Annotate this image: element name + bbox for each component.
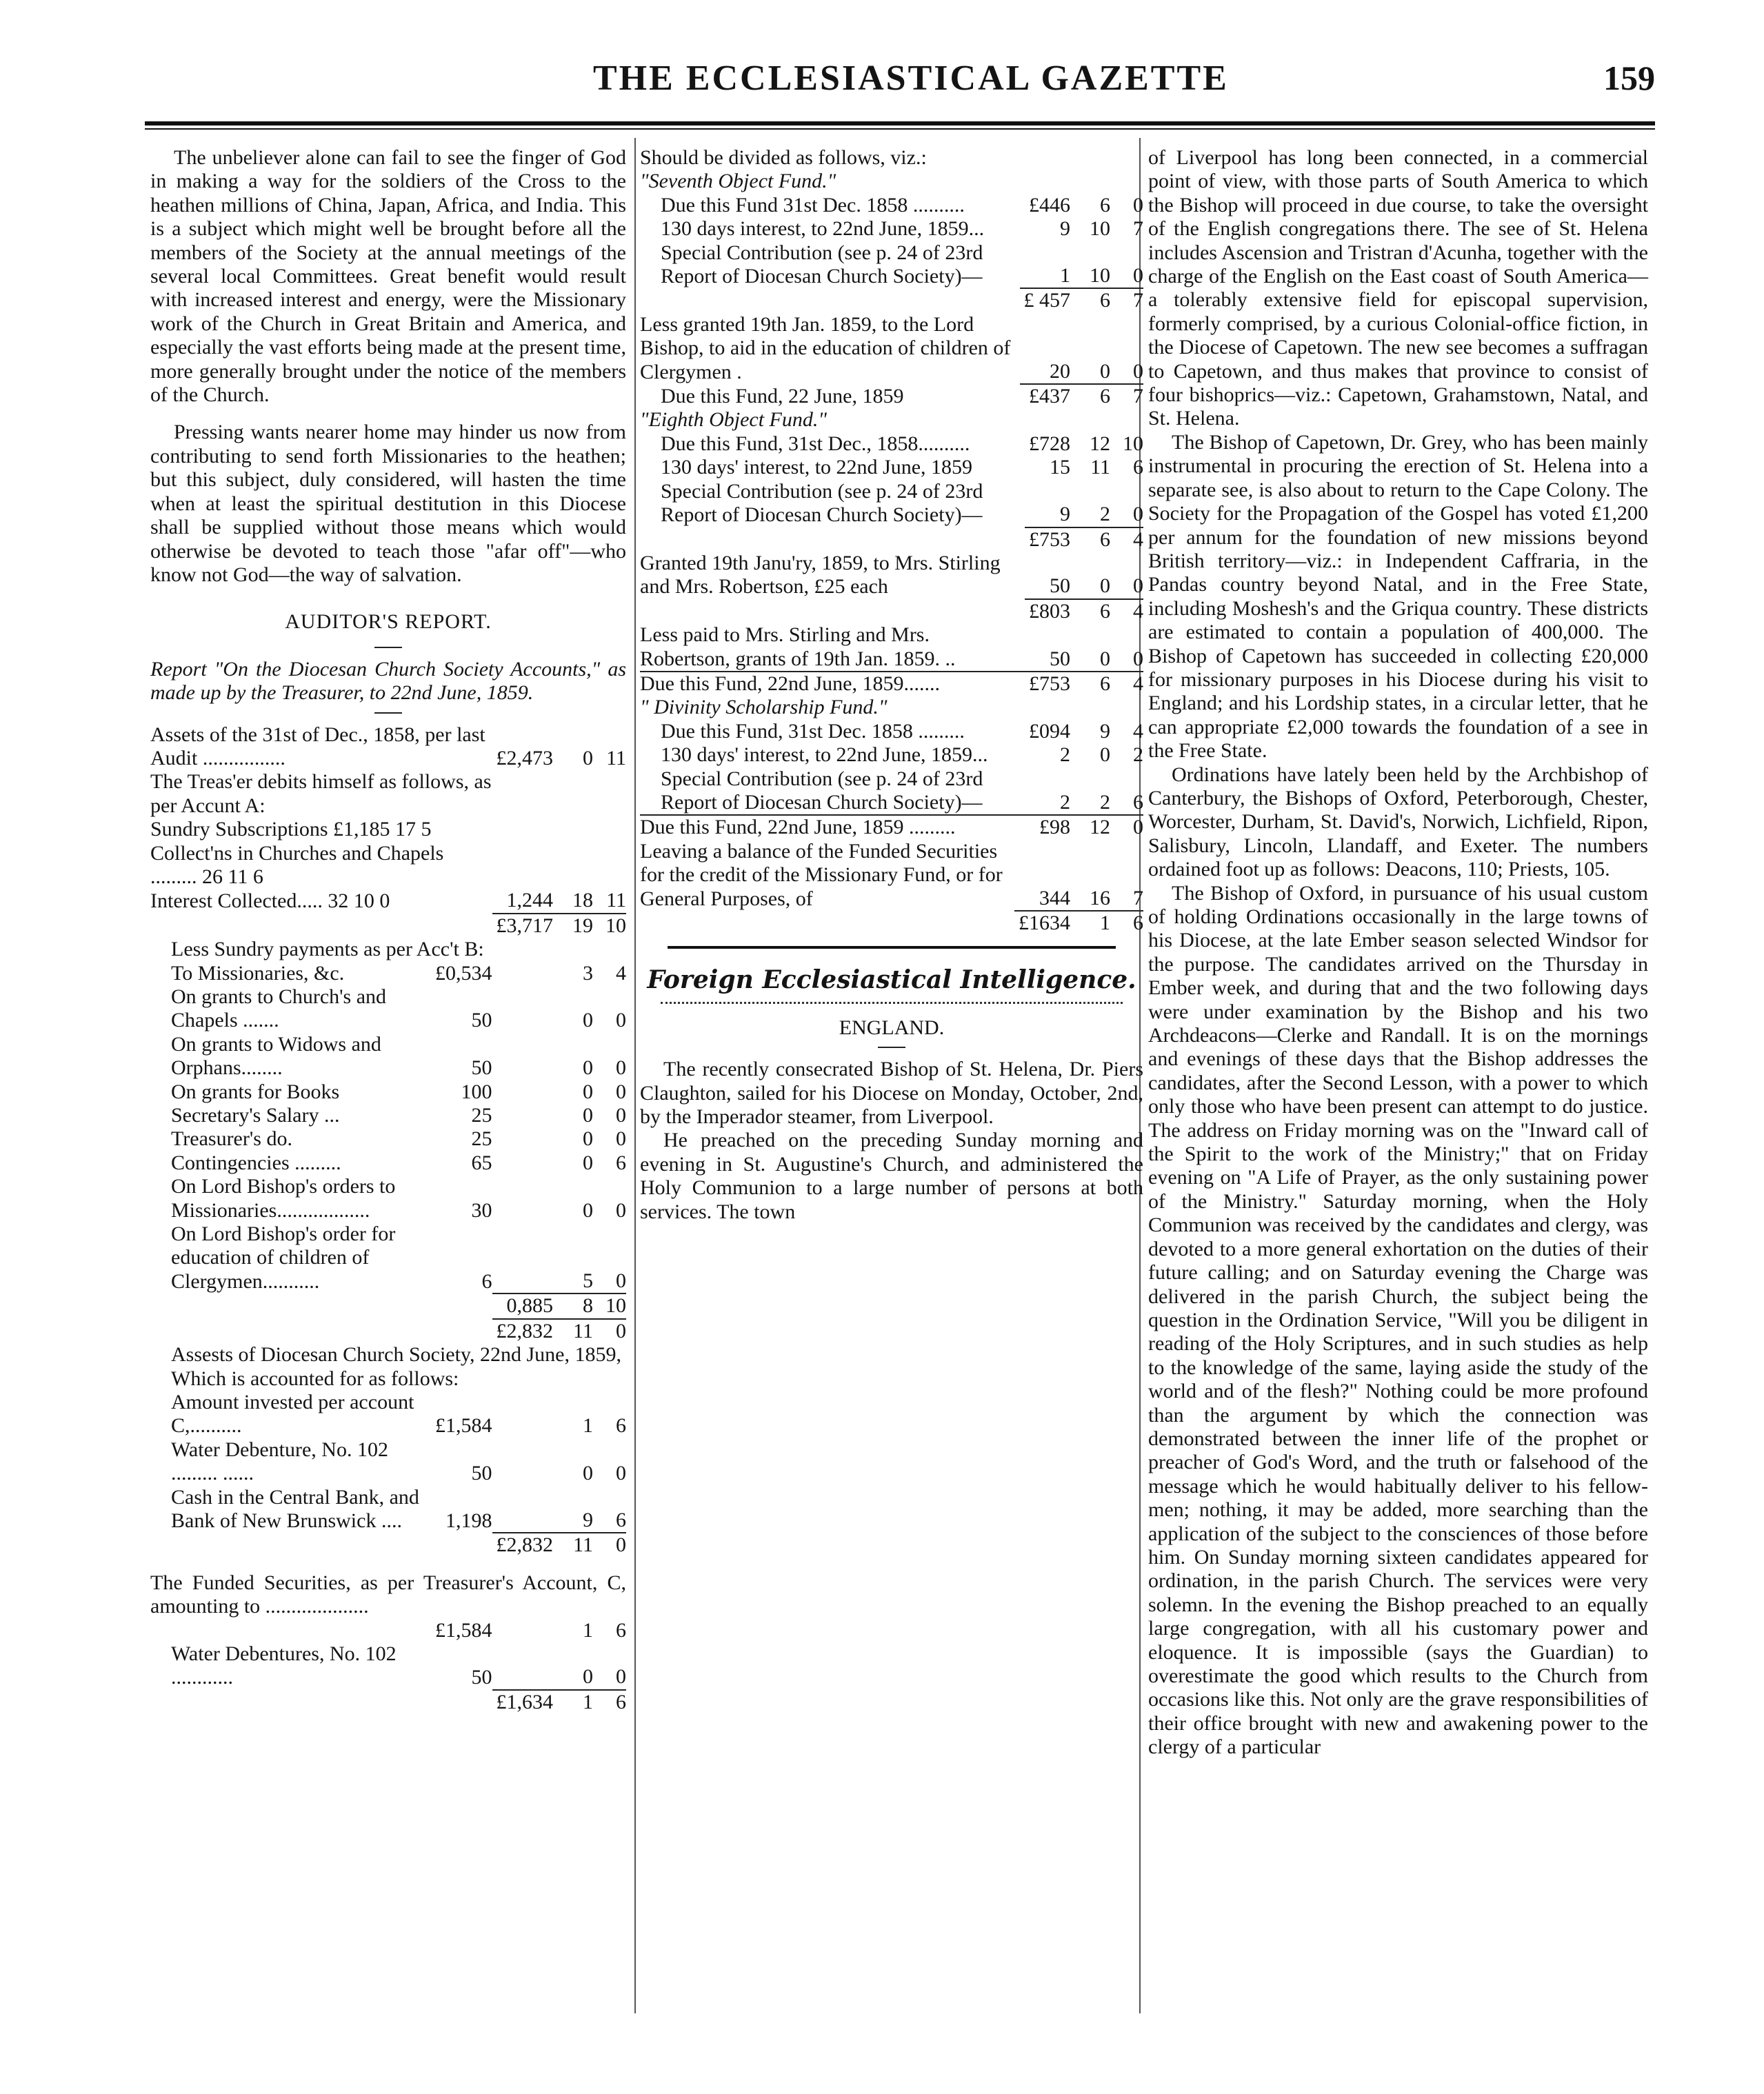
- fund-row: Granted 19th Janu'ry, 1859, to Mrs. Stirling and Mrs. Robertson, £25 each 50 0 0: [640, 551, 1143, 598]
- seventh-fund-table: [640, 194, 1143, 409]
- row-label: Secretary's Salary ...: [171, 1104, 340, 1127]
- row-spacer: [492, 1619, 554, 1642]
- row-pounds: 50: [471, 1462, 492, 1485]
- account-row: [640, 743, 1143, 767]
- payments-table: [150, 962, 626, 1344]
- row-spacer: [492, 985, 554, 1033]
- separator-dash: [374, 647, 402, 648]
- fund-due-row: Due this Fund, 22nd June, 1859 ......... £98 12 0: [640, 816, 1143, 839]
- row-pounds: 1,198: [445, 1509, 492, 1532]
- row-spacer: [492, 962, 554, 985]
- publication-title: THE ECCLESIASTICAL GAZETTE: [593, 59, 1229, 98]
- row-pence: 0: [616, 1080, 626, 1103]
- row-pence: [593, 770, 626, 818]
- fund-row: Less granted 19th Jan. 1859, to the Lord Bishop, to aid in the education of children of Clergymen . 20 0 0: [640, 312, 1143, 383]
- row-shillings: 3: [583, 961, 593, 985]
- row-shillings: 2: [1100, 790, 1110, 814]
- row-pence: 10: [1123, 432, 1143, 455]
- account-row: [640, 720, 1143, 743]
- row-spacer: [492, 1127, 554, 1151]
- row-shillings: 0: [583, 1198, 593, 1222]
- row-shillings: 0: [583, 1151, 593, 1174]
- row-pence: 6: [1133, 790, 1143, 814]
- account-row: [150, 1080, 626, 1104]
- row-pounds: £094: [1029, 719, 1070, 743]
- row-pounds: £446: [1029, 193, 1070, 217]
- row-pence: 11: [606, 746, 626, 769]
- fund-subtotal-row: £ 457 6 7: [640, 288, 1143, 312]
- fund-due-row: Due this Fund, 22 June, 1859 £437 6 7: [661, 385, 1143, 408]
- row-pence: 0: [616, 1056, 626, 1080]
- row-shillings: 0: [583, 746, 593, 769]
- row-label: On Lord Bishop's order for education of children of Clergymen...........: [171, 1222, 396, 1293]
- divinity-fund-table: [640, 720, 1143, 936]
- row-label: [150, 1619, 431, 1642]
- row-shillings: 10: [1090, 217, 1110, 241]
- row-pounds: £728: [1029, 432, 1070, 455]
- row-shillings: 0: [583, 1080, 593, 1103]
- separator-dash: [878, 1047, 905, 1048]
- row-pence: 0: [616, 1665, 626, 1689]
- account-subtotal-row: £2,832 11 0: [150, 1533, 626, 1557]
- division-intro: Should be divided as follows, viz.:: [640, 146, 927, 169]
- row-shillings: 0: [1100, 743, 1110, 767]
- account-row: [150, 1391, 626, 1438]
- row-shillings: [553, 770, 593, 818]
- row-label: Contingencies .........: [171, 1151, 341, 1174]
- row-pence: 0: [1133, 503, 1143, 526]
- row-pence: 6: [616, 1414, 626, 1438]
- row-pounds: 9: [1060, 217, 1070, 241]
- row-label: On grants for Books: [171, 1080, 340, 1103]
- row-label: Due this Fund 31st Dec. 1858 ..........: [661, 193, 965, 217]
- account-row: [150, 985, 626, 1033]
- account-row: [150, 1619, 626, 1642]
- account-row: [640, 767, 1143, 816]
- row-pounds: 100: [461, 1080, 492, 1103]
- column-1: [150, 146, 626, 1714]
- separator-dash: [374, 712, 402, 714]
- row-pounds: 50: [471, 1056, 492, 1080]
- row-pence: 0: [1133, 264, 1143, 288]
- row-label: Water Debenture, No. 102 ......... ......: [171, 1438, 388, 1485]
- accounted-text: Which is accounted for as follows:: [171, 1367, 459, 1390]
- row-pence: 6: [616, 1618, 626, 1642]
- row-pence: 0: [616, 1009, 626, 1032]
- row-shillings: 10: [1090, 264, 1110, 288]
- row-shillings: 1: [583, 1618, 593, 1642]
- row-pence: 7: [1133, 217, 1143, 241]
- article-paragraph: Pressing wants nearer home may hinder us now from contributing to send forth Missionaries to the heathen; but this subject, duly considered, will hasten the time when at least the spiritual destitution in this Diocese shall be supplied without those means which would otherwise be devoted to teach those "afar off"—who know not God—the way of salvation.: [150, 421, 626, 586]
- account-row: [150, 889, 626, 913]
- article-paragraph: Ordinations have lately been held by the Archbishop of Canterbury, the Bishops of Oxford, Peterborough, Chester, Worcester, Durham, St. David's, Norwich, Lichfield, Ripon, Salisbury, Lincoln, Llandaff, and Exeter. The numbers ordained foot up as follows: Deacons, 110; Priests, 105.: [1148, 763, 1648, 881]
- fund-subtotal-row: £803 6 4: [640, 599, 1143, 623]
- less-payments-heading: Less Sundry payments as per Acc't B:: [171, 938, 484, 961]
- row-pence: 6: [1133, 456, 1143, 479]
- account-row: [150, 1104, 626, 1127]
- row-spacer: [492, 1175, 554, 1222]
- row-shillings: 18: [572, 889, 593, 912]
- header-rule-thick: [145, 121, 1655, 125]
- section-rule: [668, 946, 1116, 949]
- row-pence: 0: [1133, 193, 1143, 217]
- funded-table: [150, 1619, 626, 1715]
- account-row: [150, 1151, 626, 1175]
- column-2: [640, 146, 1143, 1224]
- row-label: To Missionaries, &c.: [171, 961, 345, 985]
- row-pence: 2: [1133, 743, 1143, 767]
- row-spacer: [492, 1104, 554, 1127]
- row-label: 130 days' interest, to 22nd June, 1859: [661, 456, 973, 479]
- account-row: [640, 194, 1143, 217]
- row-pence: [593, 818, 626, 841]
- row-label: Special Contribution (see p. 24 of 23rd Report of Diocesan Church Society)—: [661, 767, 983, 814]
- row-pounds: 2: [1060, 790, 1070, 814]
- row-pence: 4: [616, 961, 626, 985]
- page-number: 159: [1603, 59, 1655, 97]
- row-pounds: 25: [471, 1104, 492, 1127]
- account-row: [640, 432, 1143, 456]
- row-shillings: [553, 818, 593, 841]
- row-pence: 0: [616, 1462, 626, 1485]
- account-row: [640, 480, 1143, 527]
- column-divider-1: [634, 138, 636, 2013]
- row-shillings: 9: [1100, 719, 1110, 743]
- row-shillings: 1: [583, 1414, 593, 1438]
- account-row: [150, 1033, 626, 1080]
- report-title: Report "On the Diocesan Church Society Accounts," as made up by the Treasurer, to 22nd June, 1859.: [150, 657, 626, 705]
- row-label: The Treas'er debits himself as follows, as per Accunt A:: [150, 770, 492, 817]
- row-label: Cash in the Central Bank, and Bank of New Brunswick ....: [171, 1485, 419, 1532]
- england-heading: ENGLAND.: [839, 1016, 945, 1039]
- funded-securities-text: The Funded Securities, as per Treasurer's Account, C, amounting to ....................: [150, 1571, 626, 1618]
- row-pounds: 50: [471, 1009, 492, 1032]
- row-pounds: 1: [1060, 264, 1070, 288]
- row-spacer: [492, 1080, 554, 1104]
- row-label: Due this Fund, 31st Dec. 1858 .........: [661, 719, 965, 743]
- row-label: 130 days' interest, to 22nd June, 1859...: [661, 743, 988, 767]
- row-label: Sundry Subscriptions £1,185 17 5: [150, 818, 432, 841]
- foreign-intelligence-heading: Foreign Ecclesiastical Intelligence.: [647, 965, 1136, 995]
- fund-subtotal-row: £753 6 4: [640, 527, 1143, 552]
- row-spacer: [492, 1438, 554, 1486]
- row-pounds: [492, 818, 554, 841]
- row-label: On grants to Widows and Orphans........: [171, 1032, 381, 1080]
- row-shillings: 9: [583, 1508, 593, 1531]
- row-label: Special Contribution (see p. 24 of 23rd Report of Diocesan Church Society)—: [661, 241, 983, 288]
- row-label: Special Contribution (see p. 24 of 23rd Report of Diocesan Church Society)—: [661, 479, 983, 527]
- row-shillings: 11: [1090, 456, 1110, 479]
- row-label: Collect'ns in Churches and Chapels ......... 26 11 6: [150, 841, 444, 888]
- row-shillings: 6: [1100, 193, 1110, 217]
- row-spacer: [492, 1033, 554, 1080]
- account-row: [150, 1175, 626, 1222]
- account-row: [150, 723, 626, 771]
- row-pounds: 1,244: [506, 889, 553, 912]
- article-paragraph: The Bishop of Capetown, Dr. Grey, who has been mainly instrumental in procuring the erection of St. Helena into a separate see, is also about to return to the Cape Colony. The Society for the Propagation of the Gospel has voted £1,200 per annum for the foundation of new missions beyond British territory—viz.: in Independent Caffraria, in the Pandas country beyond Natal, and in the Free State, including Moshesh's and the Griqua country. These districts are estimated to contain a population of 400,000. The Bishop of Capetown has succeeded in collecting £20,000 for missionary purposes in his Diocese during his visit to England; and his Lordship states, in a circular letter, that he can appropriate £2,000 towards the foundation of a see in the Free State.: [1148, 430, 1648, 763]
- row-label: Due this Fund, 31st Dec., 1858..........: [661, 432, 970, 455]
- article-paragraph: He preached on the preceding Sunday morning and evening in St. Augustine's Church, and administered the Holy Communion to a large number of persons at both services. The town: [640, 1129, 1143, 1223]
- account-row: [150, 1438, 626, 1486]
- row-pence: 11: [606, 889, 626, 912]
- account-row: [150, 1222, 626, 1293]
- eighth-fund-table: [640, 432, 1143, 696]
- account-row: [150, 770, 626, 818]
- row-shillings: 0: [583, 1104, 593, 1127]
- account-total-row: £1,634 1 6: [150, 1690, 626, 1714]
- row-spacer: [492, 1486, 554, 1533]
- divinity-fund-title: " Divinity Scholarship Fund.": [640, 696, 888, 719]
- row-shillings: 0: [583, 1462, 593, 1485]
- row-label: On grants to Church's and Chapels .......: [171, 985, 387, 1032]
- row-label: Interest Collected..... 32 10 0: [150, 889, 390, 913]
- account-row: [150, 818, 626, 841]
- row-spacer: [492, 1642, 554, 1690]
- account-row: [150, 1486, 626, 1533]
- row-pounds: 25: [471, 1127, 492, 1151]
- row-shillings: [553, 842, 593, 889]
- row-pounds: [492, 770, 554, 818]
- row-label: Amount invested per account C,..........: [171, 1390, 414, 1438]
- row-label: Assets of the 31st of Dec., 1858, per last Audit ................: [150, 723, 485, 769]
- ornamental-rule: [661, 996, 1123, 1004]
- row-pounds: £1,584: [435, 1618, 492, 1642]
- account-subtotal-row: £2,832 11 0: [150, 1319, 626, 1343]
- row-pence: 0: [616, 1127, 626, 1151]
- row-spacer: [492, 1151, 554, 1175]
- row-pence: 4: [1133, 719, 1143, 743]
- account-subtotal-row: 0,885 8 10: [150, 1293, 626, 1318]
- assets-text: Assests of Diocesan Church Society, 22nd June, 1859,: [171, 1343, 621, 1367]
- row-pence: [593, 842, 626, 889]
- eighth-fund-title: "Eighth Object Fund.": [640, 408, 827, 432]
- row-spacer: [492, 1222, 554, 1293]
- row-shillings: 0: [583, 1009, 593, 1032]
- article-paragraph: The recently consecrated Bishop of St. Helena, Dr. Piers Claughton, sailed for his Diocese on Monday, October, 2nd, by the Imperador steamer, from Liverpool.: [640, 1058, 1143, 1129]
- row-pence: 6: [616, 1508, 626, 1531]
- row-pounds: £0,534: [435, 961, 492, 985]
- row-pence: 0: [616, 1104, 626, 1127]
- account-row: [150, 962, 626, 985]
- row-label: 130 days interest, to 22nd June, 1859...: [661, 217, 985, 241]
- article-paragraph: The Bishop of Oxford, in pursuance of his usual custom of holding Ordinations occasionally in the large towns of his Diocese, at the late Ember season selected Windsor for the purpose. The candidates arrived on the Thursday in Ember week, and during that and the two following days were under examination by the Bishop and his two Archdeacons—Clerke and Randall. It is on the mornings and evenings of these days that the Bishop addresses the candidates, after the Second Lesson, with a power to which only those who have been present can attempt to do justice. The address on Friday morning was on the "Inward call of the Spirit to the work of the Ministry;" that on Friday evening on "A Life of Prayer, as the only sustaining power of the Ministry." Saturday morning, when the Holy Communion was received by the candidates and clergy, was devoted to a more general exhortation on the duties of their future calling; and on Saturday evening the Charge was delivered in the parish Church, the subject being the question in the Ordination Service, "Will you be diligent in reading of the Holy Scriptures, and in such studies as help to the knowledge of the same, laying aside the study of the world and of the flesh?" Nothing could be more profound than the argument by which the connection was demonstrated between the inner life of the prophet or preacher of God's Word, and the truth or falsehood of the message which he would habitually deliver to his fellow-men; nothing, it may be added, more searching than the application of the subject to the consciences of those before him. On Sunday morning sixteen candidates appeared for ordination, in the parish Church. The services were very solemn. In the evening the Bishop preached to an equally large congregation, with all his customary power and eloquence. It is impossible (says the Guardian) to overestimate the good which results to the Church from occasions like this. Not only are the grave responsibilities of their office brought with new and awakening power to the clergy of a particular: [1148, 881, 1648, 1759]
- row-pounds: 15: [1050, 456, 1070, 479]
- row-pounds: £1,584: [435, 1414, 492, 1438]
- row-pence: 6: [616, 1151, 626, 1174]
- account-row: [640, 217, 1143, 241]
- article-paragraph: The unbeliever alone can fail to see the finger of God in making a way for the soldiers of the Cross to the heathen millions of China, Japan, Africa, and India. This is a subject which might well be brought before all the members of the Society at the annual meetings of the several local Committees. Great benefit would result with increased interest and energy, were the Missionary work of the Church in Great Britain and America, and especially the vast efforts being made at the present time, more generally brought under the notice of the members of the Church.: [150, 146, 626, 407]
- auditor-report-heading: AUDITOR'S REPORT.: [285, 610, 492, 634]
- fund-row: Less paid to Mrs. Stirling and Mrs. Robertson, grants of 19th Jan. 1859. .. 50 0 0: [640, 623, 1143, 670]
- row-pounds: 2: [1060, 743, 1070, 767]
- column-3: [1148, 146, 1648, 1760]
- assets-table: [150, 1391, 626, 1558]
- fund-due-row: Due this Fund, 22nd June, 1859....... £753 6 4: [640, 672, 1143, 695]
- account-row: [640, 241, 1143, 289]
- row-spacer: [492, 1391, 554, 1438]
- masthead: [138, 58, 1655, 113]
- row-shillings: 0: [583, 1665, 593, 1689]
- row-pounds: 65: [471, 1151, 492, 1174]
- row-label: On Lord Bishop's orders to Missionaries..................: [171, 1175, 396, 1222]
- account-row: [640, 456, 1143, 479]
- account-row: [150, 1127, 626, 1151]
- row-shillings: 5: [583, 1269, 593, 1292]
- grand-total-row: £1634 1 6: [640, 911, 1143, 935]
- row-pence: 0: [616, 1269, 626, 1292]
- header-rule-thin: [145, 128, 1655, 130]
- row-shillings: 0: [583, 1056, 593, 1080]
- fund-row: Leaving a balance of the Funded Securities for the credit of the Missionary Fund, or for General Purposes, of 344 16 7: [640, 839, 1143, 910]
- account-subtotal-row: £3,717 19 10: [150, 914, 626, 938]
- seventh-fund-title: "Seventh Object Fund.": [640, 170, 836, 193]
- row-shillings: 0: [583, 1127, 593, 1151]
- article-paragraph: of Liverpool has long been connected, in a commercial point of view, with those parts of South America to which the Bishop will proceed in due course, to take the oversight of the English congregations there. The see of St. Helena includes Ascension and Tristran d'Acunha, together with the charge of the English on the East coast of South America—a tolerably extensive field for episcopal supervision, formerly comprised, by a curious Colonial-office fiction, in the Diocese of Capetown. The new see becomes a suffragan to Capetown, and thus makes that province to consist of four bishoprics—viz.: Capetown, Grahamstown, Natal, and St. Helena.: [1148, 146, 1648, 430]
- row-pounds: 50: [471, 1666, 492, 1689]
- row-pence: 0: [616, 1198, 626, 1222]
- account-row: [150, 842, 626, 889]
- row-pounds: 9: [1060, 503, 1070, 526]
- row-label: Water Debentures, No. 102 ............: [171, 1642, 397, 1689]
- row-shillings: 12: [1090, 432, 1110, 455]
- row-label: Treasurer's do.: [171, 1127, 292, 1151]
- row-pounds: 6: [481, 1269, 492, 1293]
- row-shillings: 2: [1100, 503, 1110, 526]
- account-row: [150, 1642, 626, 1690]
- row-pounds: [492, 842, 554, 889]
- row-pounds: £2,473: [496, 746, 553, 769]
- auditor-account-table: [150, 723, 626, 938]
- row-pounds: 30: [471, 1198, 492, 1222]
